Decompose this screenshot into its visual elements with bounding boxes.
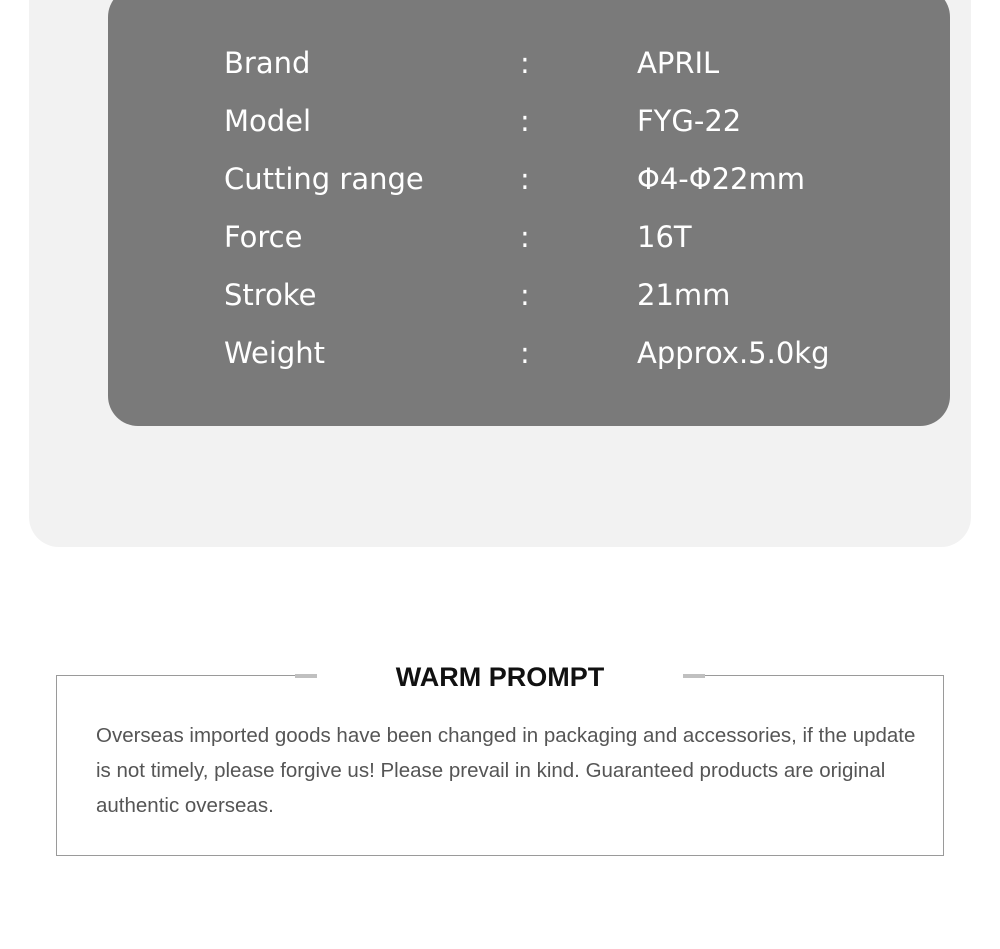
warm-prompt-text: Overseas imported goods have been changed in packaging and accessories, if the update is not timely, please forgive us! Please prevail in kind. Guaranteed products are original authentic overseas. bbox=[96, 724, 916, 817]
spec-panel-background bbox=[29, 0, 971, 547]
spec-colon: : bbox=[520, 46, 530, 80]
spec-row-model bbox=[108, 92, 950, 150]
spec-label: Cutting range bbox=[224, 162, 424, 196]
title-dash-right bbox=[683, 674, 705, 678]
spec-label: Stroke bbox=[224, 278, 317, 312]
spec-row-stroke bbox=[108, 266, 950, 324]
spec-colon: : bbox=[520, 220, 530, 254]
title-dash-left bbox=[295, 674, 317, 678]
spec-label: Model bbox=[224, 104, 312, 138]
spec-row-weight bbox=[108, 324, 950, 382]
spec-colon: : bbox=[520, 278, 530, 312]
spec-colon: : bbox=[520, 336, 530, 370]
spec-value: Φ4-Φ22mm bbox=[637, 162, 805, 196]
spec-value: 16T bbox=[637, 220, 692, 254]
spec-label: Brand bbox=[224, 46, 311, 80]
spec-row-brand bbox=[108, 34, 950, 92]
spec-row-cutting-range bbox=[108, 150, 950, 208]
spec-value: FYG-22 bbox=[637, 104, 742, 138]
spec-value: 21mm bbox=[637, 278, 731, 312]
warm-prompt-title: WARM PROMPT bbox=[395, 662, 605, 692]
spec-label: Weight bbox=[224, 336, 326, 370]
spec-value: APRIL bbox=[637, 46, 720, 80]
spec-colon: : bbox=[520, 104, 530, 138]
prompt-box-top-border-left bbox=[56, 675, 296, 676]
spec-row-force bbox=[108, 208, 950, 266]
spec-value: Approx.5.0kg bbox=[637, 336, 830, 370]
spec-label: Force bbox=[224, 220, 303, 254]
spec-colon: : bbox=[520, 162, 530, 196]
prompt-box-top-border-right bbox=[705, 675, 943, 676]
spec-card bbox=[108, 0, 950, 426]
